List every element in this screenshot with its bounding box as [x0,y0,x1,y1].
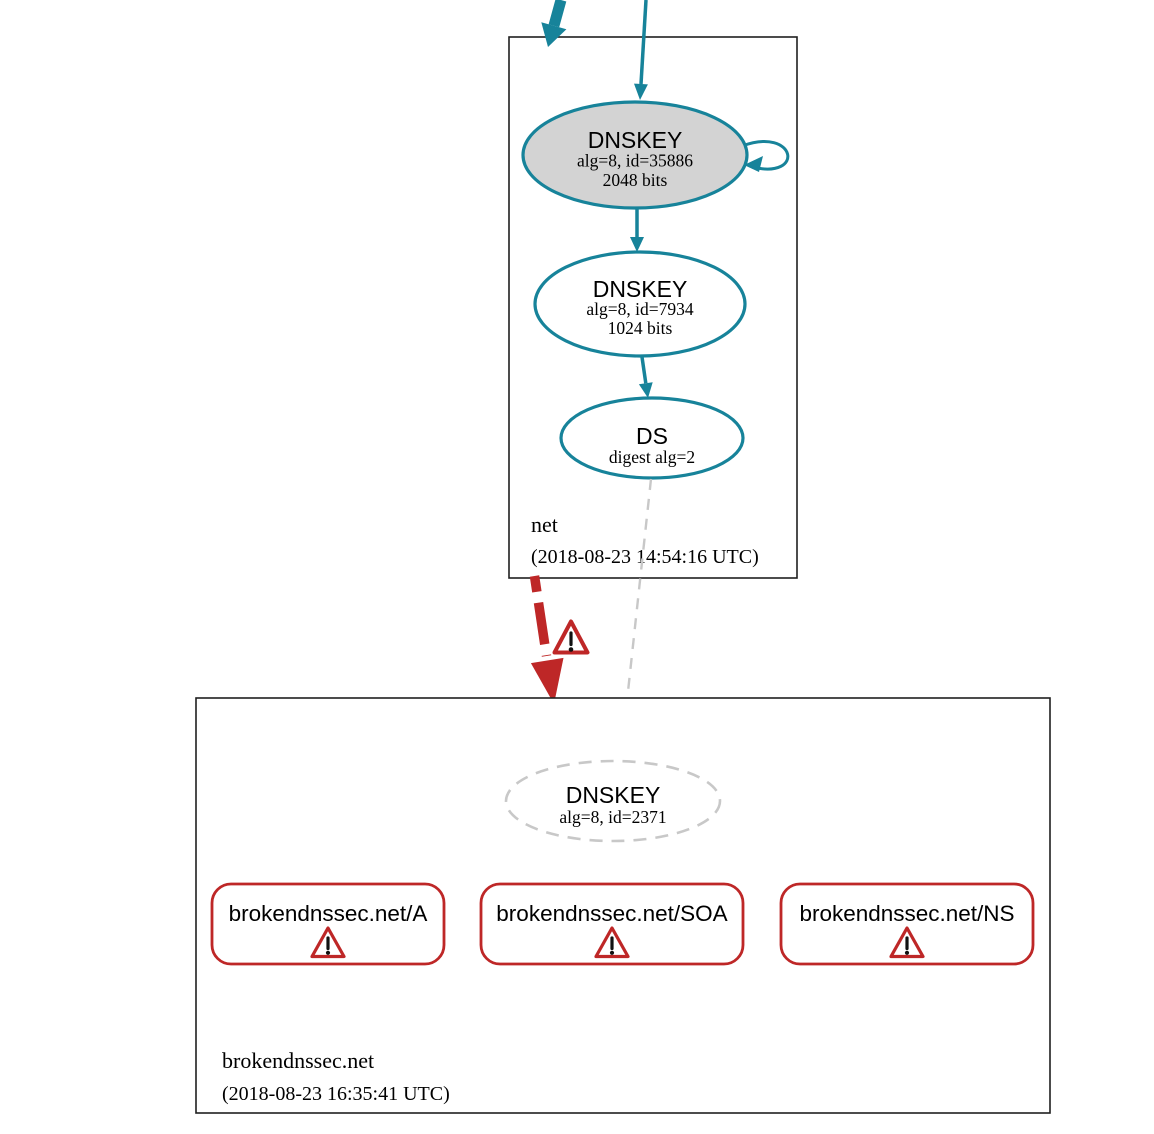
rrset-label: brokendnssec.net/A [228,901,428,926]
zone-timestamp-brokendnssec-net: (2018-08-23 16:35:41 UTC) [222,1083,450,1105]
node-label: DNSKEY [587,127,683,153]
rrset-node-ns[interactable] [781,884,1033,964]
node-detail: alg=8, id=7934 [586,299,694,319]
node-dnskey-2371[interactable] [506,761,720,841]
rrset-label: brokendnssec.net/NS [799,901,1015,926]
node-label: DNSKEY [592,276,688,302]
node-dnskey-7934[interactable] [535,252,745,356]
exclamation-dot [905,951,909,955]
arrowhead [531,658,564,704]
node-label: DS [636,423,668,449]
rrset-node-soa[interactable] [481,884,743,964]
edge-line [535,576,547,656]
node-ds[interactable] [561,398,743,478]
zone-timestamp-net: (2018-08-23 14:54:16 UTC) [531,546,759,568]
node-detail: alg=8, id=35886 [577,150,693,171]
rrset-node-a[interactable] [212,884,444,964]
node-bits: 2048 bits [602,170,668,190]
zone-name-net: net [531,512,558,537]
exclamation-dot [569,647,574,652]
warning-icon [555,622,588,653]
rrset-label: brokendnssec.net/SOA [496,901,728,926]
node-detail: digest alg=2 [608,447,696,467]
zone-name-brokendnssec-net: brokendnssec.net [222,1048,375,1073]
node-bits: 1024 bits [607,318,673,338]
node-dnskey-35886[interactable] [523,102,747,208]
node-label: DNSKEY [565,782,661,808]
edge-line [554,0,561,26]
bogus-delegation-edge [531,576,564,704]
node-detail: alg=8, id=2371 [559,807,667,827]
exclamation-dot [326,951,330,955]
exclamation-dot [610,951,614,955]
